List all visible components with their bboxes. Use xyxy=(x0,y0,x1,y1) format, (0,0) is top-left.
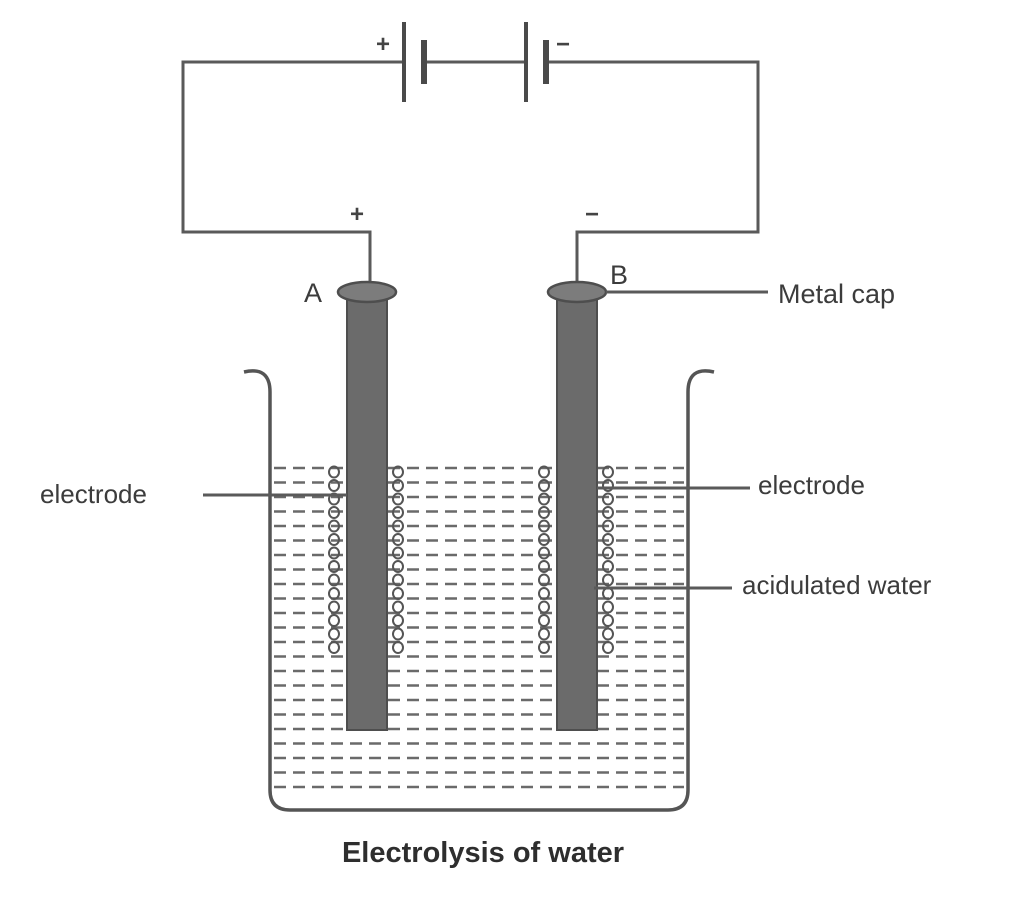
gas-bubble xyxy=(393,602,403,613)
gas-bubble xyxy=(393,642,403,653)
electrode-left-label: electrode xyxy=(40,479,147,509)
acidulated-water-label: acidulated water xyxy=(742,570,932,600)
gas-bubble xyxy=(539,615,549,626)
electrode-a-label: A xyxy=(304,278,323,308)
electrode-a-metal-cap xyxy=(338,282,396,302)
gas-bubble xyxy=(603,615,613,626)
electrode-right-label: electrode xyxy=(758,470,865,500)
gas-bubble xyxy=(393,615,403,626)
electrode-a-rod xyxy=(347,298,387,730)
diagram-title: Electrolysis of water xyxy=(341,837,625,869)
circuit-wire-right xyxy=(546,62,758,285)
metal-cap-label: Metal cap xyxy=(778,279,896,309)
gas-bubble xyxy=(539,629,549,640)
gas-bubble xyxy=(329,629,339,640)
gas-bubble xyxy=(393,548,403,559)
cathode-sign: − xyxy=(585,201,600,228)
gas-bubble xyxy=(539,548,549,559)
circuit-wire-left xyxy=(183,62,404,285)
electrode-a xyxy=(338,282,396,730)
gas-bubble xyxy=(603,602,613,613)
gas-bubble xyxy=(393,494,403,505)
gas-bubble xyxy=(329,548,339,559)
gas-bubble xyxy=(329,642,339,653)
gas-bubble xyxy=(539,494,549,505)
acidulated-water-surface xyxy=(274,468,684,787)
gas-bubble xyxy=(603,548,613,559)
gas-bubble xyxy=(603,494,613,505)
gas-bubble xyxy=(329,602,339,613)
gas-bubble xyxy=(539,642,549,653)
electrode-b xyxy=(548,282,606,730)
electrode-b-label: B xyxy=(610,260,629,290)
circuit xyxy=(183,62,758,285)
gas-bubble xyxy=(603,629,613,640)
battery-negative-sign: − xyxy=(556,31,571,58)
gas-bubble xyxy=(329,615,339,626)
anode-sign: + xyxy=(350,201,365,228)
electrode-b-metal-cap xyxy=(548,282,606,302)
gas-bubble xyxy=(603,642,613,653)
battery-positive-sign: + xyxy=(376,31,391,58)
gas-bubble xyxy=(393,629,403,640)
electrode-b-rod xyxy=(557,298,597,730)
gas-bubble xyxy=(539,602,549,613)
